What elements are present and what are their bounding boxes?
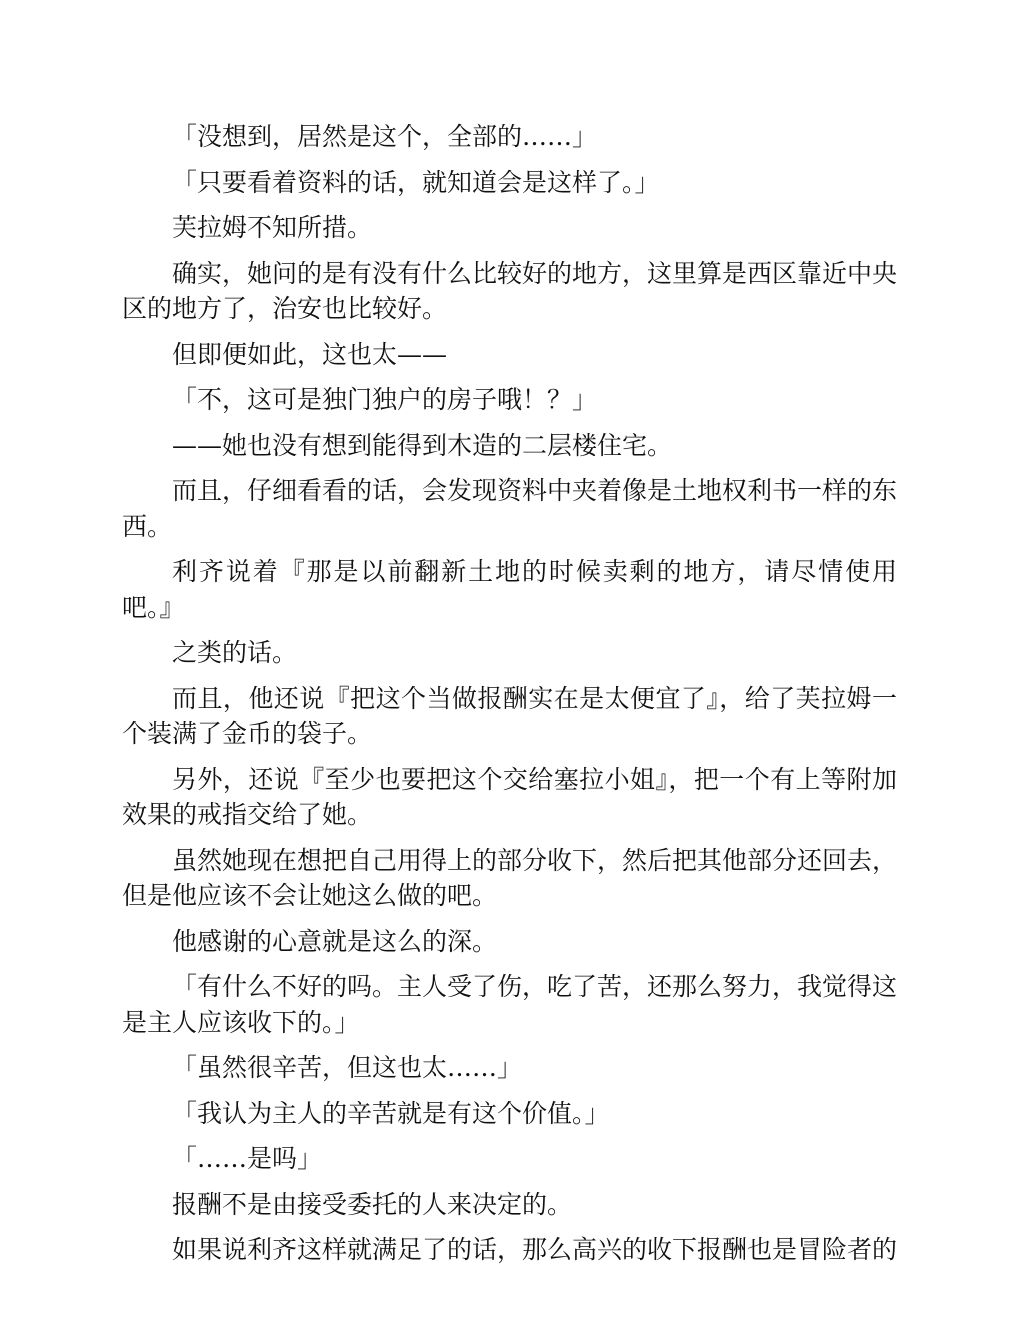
paragraph: 另外，还说『至少也要把这个交给塞拉小姐』，把一个有上等附加效果的戒指交给了她。 [122,764,897,829]
paragraph: 确实，她问的是有没有什么比较好的地方，这里算是西区靠近中央区的地方了，治安也比较好。 [122,258,898,323]
paragraph: 虽然她现在想把自己用得上的部分收下，然后把其他部分还回去，但是他应该不会让她这么做的吧。 [122,845,898,910]
paragraph: 如果说利齐这样就满足了的话，那么高兴的收下报酬也是冒险者的 [172,1235,898,1264]
paragraph: 报酬不是由接受委托的人来决定的。 [172,1189,573,1219]
paragraph: 「我认为主人的辛苦就是有这个价值。」 [172,1098,610,1128]
paragraph: 而且，他还说『把这个当做报酬实在是太便宜了』，给了芙拉姆一个装满了金币的袋子。 [122,683,897,748]
paragraph: 而且，仔细看看的话，会发现资料中夹着像是土地权利书一样的东西。 [122,476,898,541]
paragraph: 利齐说着『那是以前翻新土地的时候卖剩的地方，请尽情使用吧。』 [122,557,897,622]
paragraph: 「……是吗」 [172,1144,323,1173]
paragraph: 芙拉姆不知所措。 [172,213,373,242]
paragraph: 「只要看着资料的话，就知道会是这样了。」 [172,167,660,197]
paragraph: ——她也没有想到能得到木造的二层楼住宅。 [172,430,673,460]
paragraph: 「虽然很辛苦，但这也太……」 [172,1053,523,1082]
paragraph: 但即便如此，这也太—— [172,339,448,369]
paragraph: 「不，这可是独门独户的房子哦！？」 [172,385,598,414]
paragraph: 他感谢的心意就是这么的深。 [172,926,498,956]
paragraph: 「有什么不好的吗。主人受了伤，吃了苦，还那么努力，我觉得这是主人应该收下的。」 [122,972,898,1037]
paragraph: 之类的话。 [172,638,298,667]
paragraph: 「没想到，居然是这个，全部的……」 [172,122,598,151]
document-body [122,119,897,1278]
